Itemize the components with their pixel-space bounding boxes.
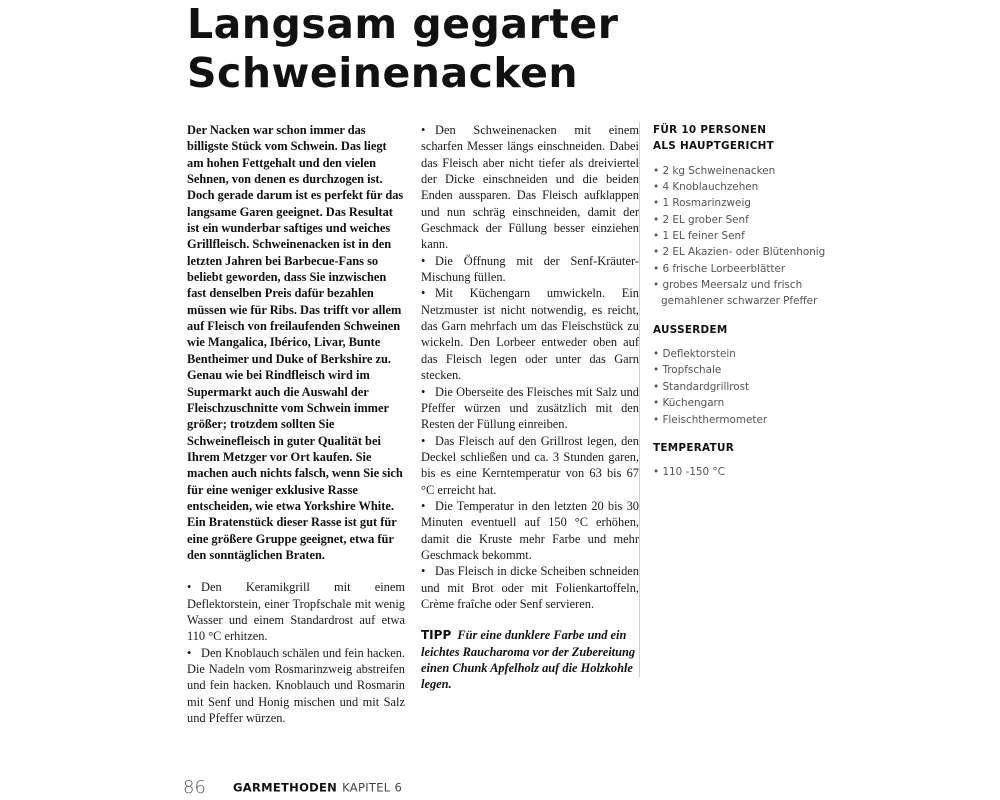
step-item: • Mit Küchengarn umwickeln. Ein Netzmuster ist nicht notwendig, es reicht, das Garn mehrfach um das Fleischstück zu wickeln. Den Lorbeer entweder oben auf das Fleisch legen oder unter das Garn stecken. (421, 285, 639, 383)
extras-item: • Standardgrillrost (653, 379, 833, 395)
tip-label: TIPP (421, 628, 452, 643)
sidebar (653, 122, 833, 493)
temperature-list (653, 464, 833, 480)
extras-heading: AUSSERDEM (653, 323, 728, 336)
extras-item: • Fleischthermometer (653, 412, 833, 428)
tip-text: Für eine dunklere Farbe und ein leichtes Raucharoma vor der Zubereitung einen Chunk Apfelholz auf die Holzkohle legen. (421, 628, 636, 692)
page-footer (183, 777, 402, 798)
tip-box (421, 627, 639, 692)
step-list-part-1 (187, 579, 405, 726)
step-list-part-2 (421, 122, 639, 612)
ingredient-item: • 2 EL Akazien- oder Blütenhonig (653, 244, 833, 260)
column-divider (639, 122, 640, 677)
servings-heading-line-1: FÜR 10 PERSONEN (653, 124, 767, 136)
step-item: • Das Fleisch in dicke Scheiben schneiden und mit Brot oder mit Folienkartoffeln, Crème fraîche oder Senf servieren. (421, 563, 639, 612)
page-title-line-2: Schweinenacken (187, 49, 579, 97)
ingredient-item: • 1 Rosmarinzweig (653, 195, 833, 211)
step-item: • Die Öffnung mit der Senf-Kräuter-Mischung füllen. (421, 253, 639, 286)
temperature-value: • 110 -150 °C (653, 464, 833, 480)
step-item: • Die Temperatur in den letzten 20 bis 30 Minuten eventuell auf 150 °C erhöhen, damit die Kruste mehr Farbe und mehr Geschmack bekommt. (421, 498, 639, 563)
servings-heading-line-2: ALS HAUPTGERICHT (653, 140, 775, 153)
step-item: • Das Fleisch auf den Grillrost legen, den Deckel schließen und ca. 3 Stunden garen, bis es eine Kerntemperatur von 63 bis 67 °C erreicht hat. (421, 433, 639, 498)
page-title-line-1: Langsam gegarter (187, 0, 619, 48)
page-number: 86 (183, 777, 206, 798)
ingredient-item: • 2 kg Schweinenacken (653, 163, 833, 179)
intro-paragraph: Der Nacken war schon immer das billigste Stück vom Schwein. Das liegt am hohen Fettgehalt und den vielen Sehnen, von denen es durchzogen ist. Doch gerade darum ist es perfekt für das langsame Garen geeignet. Das Resultat ist ein wunderbar saftiges und weiches Grillfleisch. Schweinenacken ist in den letzten Jahren bei Barbecue-Fans so beliebt geworden, dass Sie inzwischen fast denselben Preis dafür bezahlen müssen wie für Ribs. Das trifft vor allem auf Fleisch von freilaufenden Schweinen wie Mangalica, Ibérico, Livar, Bunte Bentheimer und Duke of Berkshire zu. Genau wie bei Rindfleisch wird im Supermarkt auch die Auswahl der Fleischzuschnitte vom Schwein immer größer; trotzdem sollten Sie Schweinefleisch in guter Qualität bei Ihrem Metzger vor Ort kaufen. Sie machen auch nichts falsch, wenn Sie sich für eine weniger exklusive Rasse entscheiden, wie etwa Yorkshire White. Ein Bratenstück dieser Rasse ist gut für eine größere Gruppe geeignet, etwa für den sonntäglichen Braten. (187, 123, 404, 562)
step-item: • Den Schweinenacken mit einem scharfen Messer längs einschneiden. Dabei das Fleisch aber nicht tiefer als dreiviertel der Dicke einschneiden und die beiden Enden aussparen. Das Fleisch aufklappen und nun schräg einschneiden, damit der Geschmack der Füllung besser einziehen kann. (421, 122, 639, 253)
extras-item: • Tropfschale (653, 362, 833, 378)
ingredient-item: • 4 Knoblauchzehen (653, 179, 833, 195)
extras-list (653, 346, 833, 428)
step-item: • Den Keramikgrill mit einem Deflektorstein, einer Tropfschale mit wenig Wasser und einem Standardrost auf etwa 110 °C erhitzen. (187, 579, 405, 644)
ingredient-item: • grobes Meersalz und frisch gemahlener schwarzer Pfeffer (653, 277, 833, 310)
extras-item: • Deflektorstein (653, 346, 833, 362)
ingredient-item: • 1 EL feiner Senf (653, 228, 833, 244)
ingredient-item: • 2 EL grober Senf (653, 212, 833, 228)
temperature-heading: TEMPERATUR (653, 441, 734, 454)
ingredient-list (653, 163, 833, 310)
chapter-title: GARMETHODEN (233, 780, 338, 795)
chapter-number: KAPITEL 6 (342, 780, 403, 795)
column-middle (421, 122, 639, 693)
step-item: • Den Knoblauch schälen und fein hacken. Die Nadeln vom Rosmarinzweig abstreifen und fein hacken. Knoblauch und Rosmarin mit Senf und Honig mischen und mit Salz und Pfeffer würzen. (187, 645, 405, 727)
step-item: • Die Oberseite des Fleisches mit Salz und Pfeffer würzen und zusätzlich mit den Resten der Füllung einreiben. (421, 384, 639, 433)
page-title (187, 0, 618, 98)
ingredient-item: • 6 frische Lorbeerblätter (653, 261, 833, 277)
servings-heading (653, 122, 833, 155)
column-left (187, 122, 405, 726)
extras-item: • Küchengarn (653, 395, 833, 411)
